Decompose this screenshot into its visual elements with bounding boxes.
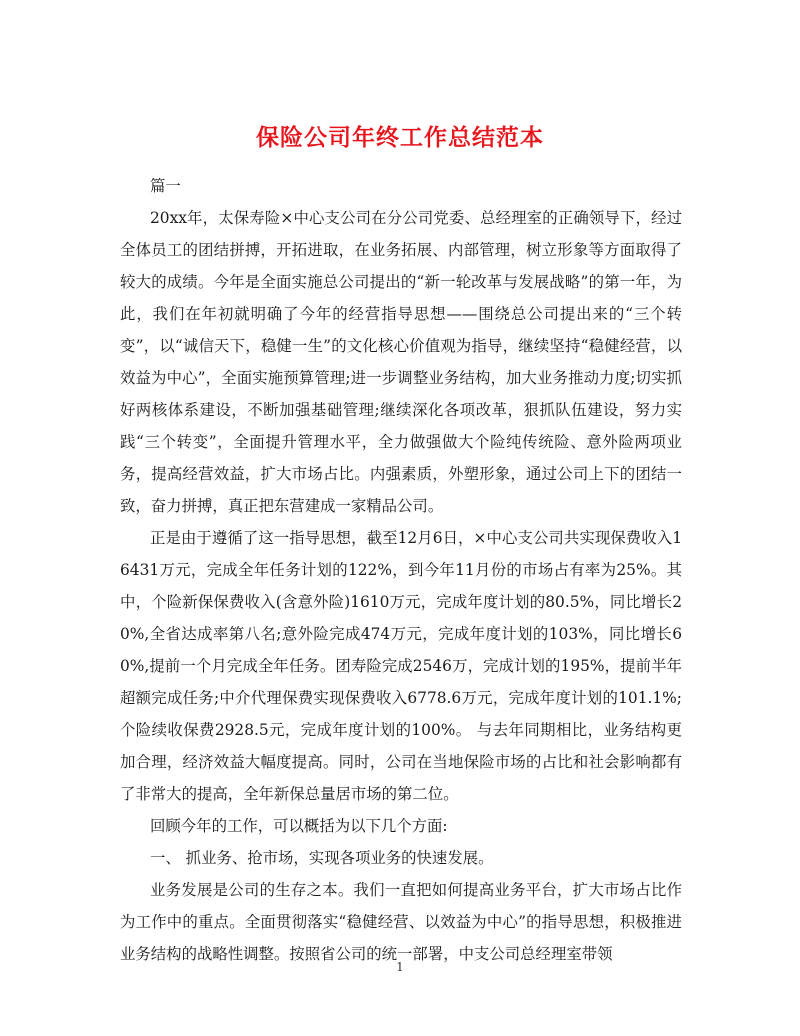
document-title: 保险公司年终工作总结范本 xyxy=(256,125,544,152)
paragraph-results: 正是由于遵循了这一指导思想，截至12月6日，×中心支公司共实现保费收入16431万元，完成全年任务计划的122%，到今年11月份的市场占有率为25%。其中，个险新保保费收入(含意外险)1610万元，完成年度计划的80.5%，同比增长20%,全省达成率第八名;意外险完成474万元，完成年度计划的103%，同比增长60%,提前一个月完成全年任务。团寿险完成2546万，完成计划的195%，提前半年超额完成任务;中介代理保费实现保费收入6778.6万元，完成年度计划的101.1%;个险续收保费2928.5元，完成年度计划的100%。 与去年同期相比，业务结构更加合理，经济效益大幅度提高。同时，公司在当地保险市场的占比和社会影响都有了非常大的提高，全年新保总量居市场的第二位。 xyxy=(120,529,682,803)
subheading: 一、 抓业务、抢市场，实现各项业务的快速发展。 xyxy=(150,849,494,867)
paragraph-intro: 20xx年，太保寿险×中心支公司在分公司党委、总经理室的正确领导下，经过全体员工的团结拼搏，开拓进取，在业务拓展、内部管理，树立形象等方面取得了较大的成绩。今年是全面实施总公司提出的“新一轮改革与发展战略”的第一年，为此，我们在年初就明确了今年的经营指导思想——围绕总公司提出来的“三个转变”，以“诚信天下，稳健一生”的文化核心价值观为指导，继续坚持“稳健经营，以效益为中心”，全面实施预算管理;进一步调整业务结构，加大业务推动力度;切实抓好两核体系建设，不断加强基础管理;继续深化各项改革，狠抓队伍建设，努力实践“三个转变”，全面提升管理水平，全力做强做大个险纯传统险、意外险两项业务，提高经营效益，扩大市场占比。内强素质，外塑形象，通过公司上下的团结一致，奋力拼搏，真正把东营建成一家精品公司。 xyxy=(120,209,682,515)
paragraph-business: 业务发展是公司的生存之本。我们一直把如何提高业务平台，扩大市场占比作为工作中的重点。全面贯彻落实“稳健经营、以效益为中心”的指导思想，积极推进业务结构的战略性调整。按照省公司的统一部署，中支公司总经理室带领 xyxy=(120,881,682,963)
section-label: 篇一 xyxy=(150,177,181,195)
page-number: 1 xyxy=(396,960,404,974)
paragraph-review: 回顾今年的工作，可以概括为以下几个方面: xyxy=(150,817,448,835)
document-body xyxy=(120,170,682,970)
